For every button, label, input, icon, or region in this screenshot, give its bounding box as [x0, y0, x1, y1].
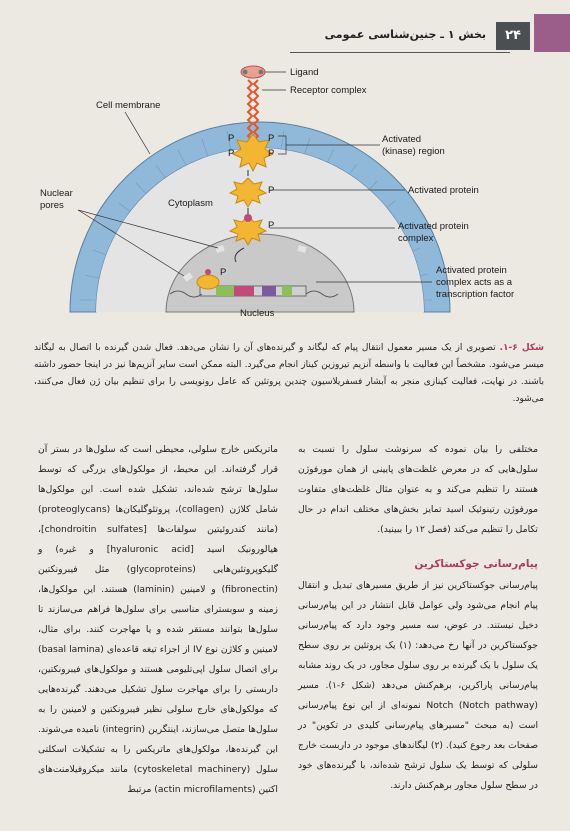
- label-transcription-3: transcription factor: [436, 289, 515, 300]
- page-header: [0, 14, 570, 48]
- figure-caption-text: تصویری از یک مسیر معمول انتقال پیام که لیگاند و گیرنده‌های آن را نشان می‌دهد. فعال شدن گیرنده با اتصال به لیگاند میسر می‌شود. مشخصاً این فعالیت با واسطه آنزیم تیروزین کیناز انجام می‌گیرد. البته ممکن است سایر آنزیم‌ها نیز در اینجا حضور داشته باشند. در نهایت، فعالیت کینازی منجر به آبشار فسفریلاسیون چندین پروتئین که عامل رونویسی را برای تنظیم بیان ژن فعال می‌کنند، می‌شود.: [34, 343, 544, 404]
- label-activated-region-2: (kinase) region: [382, 146, 445, 157]
- label-cell-membrane: Cell membrane: [96, 100, 161, 111]
- label-nucleus: Nucleus: [240, 308, 275, 319]
- left-column: [38, 440, 278, 800]
- header-thumbnail: [534, 14, 570, 52]
- phosphate-mark: P: [268, 220, 275, 231]
- label-activated-protein-complex-1: Activated protein: [398, 221, 469, 232]
- paragraph-morphogen: مختلفی را بیان نموده که سرنوشت سلول را نسبت به سلول‌هایی که در معرض غلظت‌های پایینی از همان مورفوژن هستند را تنظیم می‌کند و به عنوان مثال غلظت‌های متفاوت مورفوژن رتینوئیک اسید تمایز بخش‌های مختلف اندام در حال تکامل را تنظیم می‌کند (فصل ۱۲ را ببینید).: [298, 444, 538, 535]
- transcription-factor-shape: [197, 275, 219, 289]
- phosphate-mark: P: [220, 267, 227, 278]
- label-nuclear-pores-1: Nuclear: [40, 188, 73, 199]
- label-receptor-complex: Receptor complex: [290, 85, 367, 96]
- phosphate-mark: P: [228, 148, 235, 159]
- right-column: [298, 440, 538, 796]
- phosphate-mark: P: [228, 133, 235, 144]
- page-number: ۲۴: [496, 22, 530, 50]
- label-nuclear-pores-2: pores: [40, 200, 64, 211]
- label-transcription-1: Activated protein: [436, 265, 507, 276]
- label-activated-region-1: Activated: [382, 134, 422, 145]
- paragraph-juxtacrine: پیام‌رسانی جوکستاکرین نیز از طریق مسیرهای تبدیل و انتقال پیام انجام می‌شود ولی عوامل قابل انتشار در این پیام‌رسانی دخیل نیستند. در عوض، سه مسیر وجود دارد که پیام‌رسانی جوکستاکرین در آنها رخ می‌دهد: (۱) یک پروتئین بر روی سطح یک سلول با یک گیرنده بر روی سلول مجاور، در یک روند مشابه پیام‌رسانی پاراکرین، برهم‌کنش می‌دهد (شکل ۶-۱). مسیر Notch (Notch pathway) نمونه‌ای از این نوع پیام‌رسانی است (به مبحث "مسیرهای پیام‌رسانی کلیدی در تکوین" در صفحات بعد رجوع کنید). (۲) لیگاندهای موجود در داربست خارج سلولی که توسط یک سلول ترشح شده‌اند، با گیرنده‌های خود در سطح سلول مجاور برهم‌کنش دارند.: [298, 580, 539, 791]
- paragraph-extracellular-matrix: ماتریکس خارج سلولی، محیطی است که سلول‌ها در بستر آن قرار گرفته‌اند. این محیط، از مولکول‌های بزرگی که توسط سلول‌ها ترشح شده‌اند، تشکیل شده است. این مولکول‌ها شامل کلاژن (collagen)، پروتئوگلیکان‌ها (proteoglycans) (مانند کندروئیتین سولفات‌ها [chondroitin sulfates]، هیالورونیک اسید [hyaluronic acid] و غیره) و گلیکوپروتئین‌هایی (glycoproteins) مثل فیبرونکتین (fibronectin) و لامینین (laminin) هستند. این مولکول‌ها، زمینه و سوبسترای مناسبی برای سلول‌ها فراهم می‌سازند تا سلول‌ها بتوانند مستقر شده و یا مهاجرت کنند. برای مثال، لامینین و کلاژن نوع IV از اجزاء تیغه قاعده‌ای (basal lamina) برای اتصال سلول اپی‌تلیومی هستند و مولکول‌های فیبرونکتین، داربستی را برای مهاجرت سلول تشکیل می‌دهند. گیرنده‌هایی که مولکول‌های خارج سلولی نظیر فیبرونکتین و لامینین را به سلول‌ها متصل می‌سازند، اینتگرین (integrin) نامیده می‌شوند. این گیرنده‌ها، مولکول‌های ماتریکس را به تشکیلات اسکلتی سلول (cytoskeletal machinery) مانند میکروفیلامنت‌های اکتین (actin microfilaments) مرتبط: [38, 444, 279, 795]
- label-activated-protein-complex-2: complex: [398, 233, 434, 244]
- signal-transduction-figure: [0, 50, 570, 335]
- label-cytoplasm: Cytoplasm: [168, 198, 213, 209]
- label-activated-protein: Activated protein: [408, 185, 479, 196]
- label-transcription-2: complex acts as a: [436, 277, 513, 288]
- figure-caption: [34, 340, 544, 408]
- phosphate-mark: P: [268, 185, 275, 196]
- label-ligand: Ligand: [290, 67, 319, 78]
- phosphate-mark: P: [268, 133, 275, 144]
- section-heading-juxtacrine: پیام‌رسانی جوکستاکرین: [414, 558, 538, 570]
- chapter-title: بخش ۱ ـ جنین‌شناسی عمومی: [324, 28, 486, 41]
- phosphate-mark: P: [268, 148, 275, 159]
- figure-number: شکل ۶-۱.: [499, 343, 544, 353]
